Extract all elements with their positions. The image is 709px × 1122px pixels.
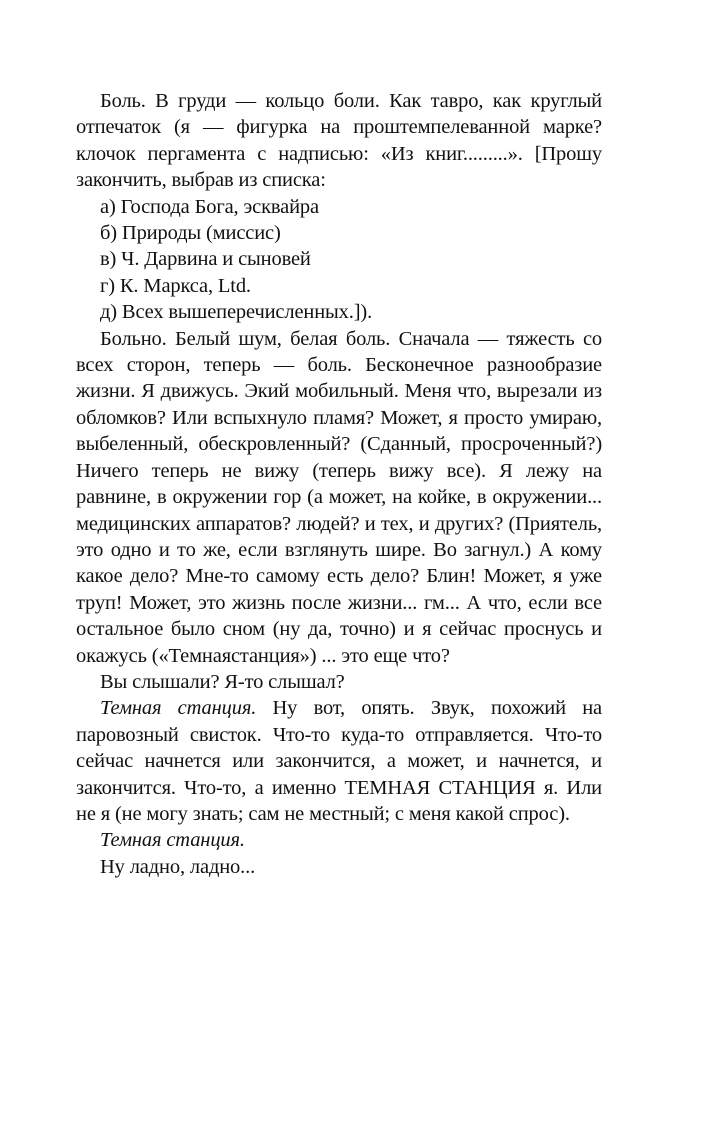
paragraph-closing: Ну ладно, ладно... <box>100 855 256 878</box>
book-page <box>76 88 602 880</box>
dark-station-heading: Темная станция. <box>100 697 257 720</box>
dark-station-text: Ну вот, опять. Звук, похожий на паровозный свисток. Что-то куда-то отправляется. Что-то сейчас начнется или закончится, а может, и начнется, и закончится. Что-то, а именно ТЕМНАЯ СТАНЦИЯ я. Или не я (не могу знать; сам не местный; с меня какой спрос). <box>76 697 603 825</box>
paragraph-pain-ring: Боль. В груди — кольцо боли. Как тавро, как круглый отпечаток (я — фигурка на проштемпелеванной марке? клочок пергамента с надписью: «Из книг.........». [Прошу закончить, выбрав из списка: <box>76 90 602 192</box>
list-item: г) К. Маркса, Ltd. <box>100 274 251 297</box>
dark-station-repeat-text: Темная станция. <box>100 829 245 852</box>
paragraph-dark-station <box>76 695 602 827</box>
list-item: в) Ч. Дарвина и сыновей <box>100 248 311 271</box>
choice-list <box>76 194 602 326</box>
paragraph-white-noise: Больно. Белый шум, белая боль. Сначала — тяжесть со всех сторон, теперь — боль. Бесконечное разнообразие жизни. Я движусь. Экий мобильный. Меня что, вырезали из обломков? Или вспыхнуло пламя? Может, я просто умираю, выбеленный, обескровленный? (Сданный, просроченный?) Ничего теперь не вижу (теперь вижу все). Я лежу на равнине, в окружении гор (а может, на койке, в окружении... медицинских аппаратов? людей? и тех, и других? (Приятель, это одно и то же, если взглянуть шире. Во загнул.) А кому какое дело? Мне-то самому есть дело? Блин! Может, я уже труп! Может, это жизнь после жизни... гм... А что, если все остальное было сном (ну да, точно) и я сейчас проснусь и окажусь («Темнаястанция») ... это еще что? <box>76 327 602 667</box>
list-item: а) Господа Бога, эсквайра <box>100 195 319 218</box>
paragraph-dark-station-repeat <box>76 827 602 853</box>
list-item: д) Всех вышеперечисленных.]). <box>100 301 373 324</box>
paragraph-did-you-hear: Вы слышали? Я-то слышал? <box>100 670 345 693</box>
list-item: б) Природы (миссис) <box>100 222 281 245</box>
